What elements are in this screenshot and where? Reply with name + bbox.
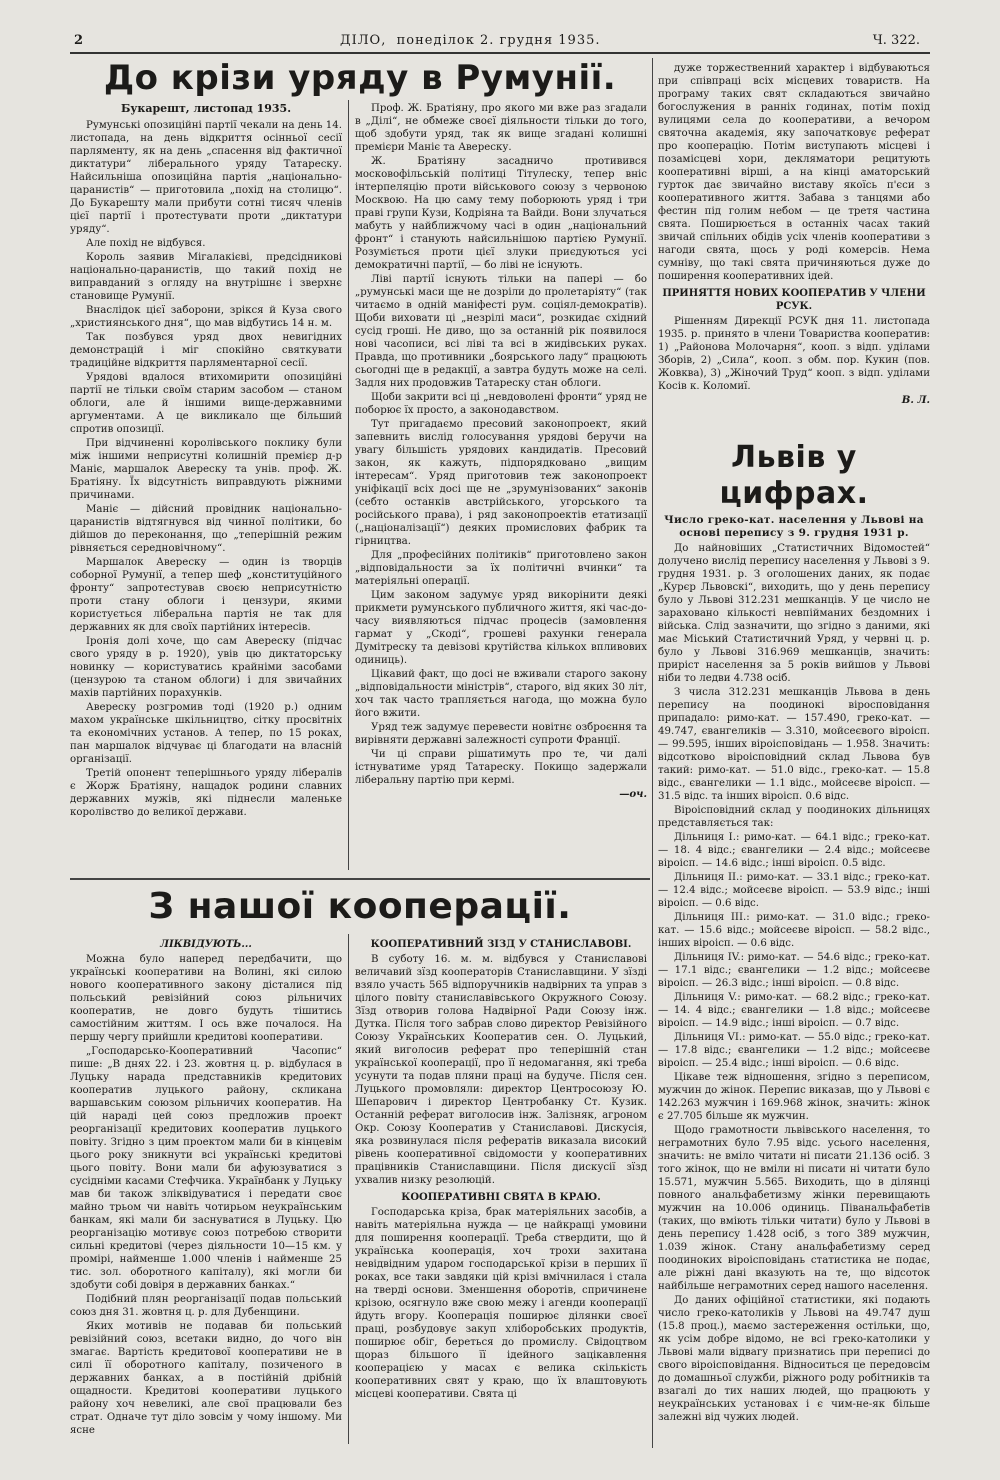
paper-title: ДІЛО, — [340, 33, 387, 48]
article-paragraph: До найновіших „Статистичних Відомостей“ долучено вислід перепису населення у Львові з 9. грудня 1931. р. З оголошених даних, як подає „Курєр Львовскі“, виходить, що у день перепису було у Львові 312.231 мешканців. У це число не зараховано кількості невпійманих бездомних і війська. Слід зазначити, що згідно з даними, які має Міський Статистичний Уряд, у червні ц. р. було у Львові 316.969 мешканців, значить: приріст населення за 5 років вийшов у Львові ніби то ледви 4.738 осіб. — [658, 543, 930, 684]
column-divider — [348, 934, 349, 1444]
lviv-headline: Львів у цифрах. — [719, 440, 869, 511]
article-paragraph: Але похід не відбувся. — [86, 238, 206, 249]
coop-notice-column — [658, 62, 930, 434]
romania-dateline: Букарешт, листопад 1935. — [120, 102, 292, 115]
zizd-title: КООПЕРАТИВНИЙ ЗІЗД У СТАНИСЛАВОВІ. — [370, 939, 632, 950]
article-paragraph: Дільниця IV.: римо-кат. — 54.6 відс.; греко-кат. — 17.1 відс.; євангелики — 1.2 відс.; мойсеєве віроісп. — 26.3 відс.; інші віроісп. — 0.8 відс. — [658, 952, 930, 989]
coop-col-2 — [355, 934, 647, 1444]
article-paragraph: З числа 312.231 мешканців Львова в день перепису на поодинокі віросповідання припадало: римо-кат. — 157.490, греко-кат. — 49.747, євангеликів — 3.310, мойсеєвого віроісп. — 99.595, інших віроісповідань — 1.958. Значить: відсотково віроісповідний склад Львова був такий: римо-кат. — 51.0 відс., греко-кат. — 15.8 відс., євангелики — 1.1 відс., мойсеєве віроісп. — 31.5 відс. та інших віроісп. 0.6 відс. — [658, 687, 930, 802]
masthead-title — [340, 33, 601, 48]
romania-col-1 — [70, 100, 342, 875]
article-paragraph: „Господарсько-Кооперативний Часопис“ пише: „В днях 22. і 23. жовтня ц. р. відбулася в Луцьку нарада представників кредитових кооператив луцького району, скликана варшавським союзом рільничих кооператив. На цій нараді цей союз предложив проект реорганізації кредитових кооператив луцького повіту. Згідно з цим проектом мали би в кінцевім цього року зникнути всі українські кредитові цього повіту. Вони мали би афуюзуватися з сусідніми касами Стефчика. Українбанк у Луцьку мав би також зліквідуватися і передати своє майно трьом чи навіть чотирьом неукраїнським банкам, які мали би заснуватися в Луцьку. Цю реорганізацію мотивує союз потребою створити сильні кредитові (через діяльности 10—15 км. у промірі, найменше 1.000 членів і найменше 25 тис. зол. оборотного капіталу), які могли би здобути собі довіря в державних банках.“ — [70, 1046, 342, 1291]
article-paragraph: Урядові вдалося втихомирити опозиційні партії не тільки своїм старим засобом — станом облоги, але й іншими вище-державними аргументами. А це викликало ще більший спротив опозиції. — [70, 372, 342, 435]
article-paragraph: Щодо грамотности львівського населення, то неграмотних було 7.95 відс. усього населення, значить: не вміло читати ні писати 21.136 осіб. З того жінок, що не вміли ні писати ні читати було 15.571, мужчин 5.565. Виходить, що в ділянці повного анальфабетизму жінки перевищають мужчин на 10.006 одиниць. Піванальфабетів (таких, що вміють тільки читати) було у Львові в день перепису 1.428 осіб, з того 389 мужчин, 1.039 жінок. Стану анальфабетизму серед поодиноких віроісповідань статистика не подає, але ріжні дані вказують на те, що відсоток найбільше неграмотних серед нашого населення. — [658, 1125, 930, 1292]
author-signature: —оч. — [619, 788, 647, 800]
article-paragraph: Можна було наперед передбачити, що українські кооперативи на Волині, які силою нового кооперативного закону дісталися під польський ревізійний союз рільничих кооператив, не довго будуть тішитись самостійним життям. І ось вже почалося. На першу чергу прийшли кредитові кооперативи. — [70, 954, 342, 1043]
column-divider — [348, 100, 349, 870]
article-paragraph: Маніє — дійсний провідник національно-царанистів відтягнувся від чинної політики, бо дійшов до переконання, що „теперішній режим рівняється середновічному“. — [70, 504, 342, 554]
lviv-column — [658, 440, 930, 1445]
article-paragraph: Чи ці справи рішатимуть про те, чи далі істнуватиме уряд Татареску. Покищо задержали ліберальну партію при кермі. — [355, 749, 647, 786]
page-number: 2 — [74, 33, 84, 48]
article-paragraph: Ж. Братіяну засадничо противився московофільській політиці Тітулеску, тепер вніс інтерпеляцію проти військового союзу з червоною Москвою. На цю саму тему поборюють уряд і три праві групи Кузи, Кодріяна та Вайди. Вони злучаться мабуть у найближчому часі в один „національний фронт“ і станують найсильнішою партією Румунії. Розуміється проти цієї злуки приєдуються усі демократичні партії, — бо ліві не існують. — [355, 156, 647, 271]
article-paragraph: Господарська кріза, брак матеріяльних засобів, а навіть матеріяльна нужда — це найкращі умовини для поширення кооперації. Треба ствердити, що й українська кооперація, хоч трохи захитана невідвідним ударом господарської крізи в перших її роках, все таки завдяки цій крізі вмічнилася і стала на тверді основи. Зменшення оборотів, спричинене крізою, осягнуло вже свою межу і агенди кооперації йдуть вгору. Кооперація поширює ділянки своєї праці, розбудовує закуп хліборобських продуктів, поширює обіг, береться до промислу. Свідоцтвом щораз більшого її ідейного зацікавлення кооперацією у масах є велика скількість кооперативних свят у краю, що їх влаштовують місцеві кооперативи. Свята ці — [355, 1207, 647, 1400]
svyata-title: КООПЕРАТИВНІ СВЯТА В КРАЮ. — [401, 1192, 601, 1203]
article-paragraph: дуже торжественний характер і відбуваються при співпраці всіх місцевих товариств. На програму таких свят складаються звичайно богослужения в ранніх годинах, потім похід вулицями села до кооперативи, а вечором святочна академія, яку започатковує реферат про кооперацію. Потім виступають місцеві і позамісцеві хори, декляматори рецитують кооперативні вірші, а на кінці аматорський гурток дає звичайно виставу якоїсь п'єси з кооперативного життя. Забава з танцями або фестин під голим небом — це третя частина свята. Поширюється в останніх часах такий звичай спільних обідів усіх членів кооперативи з нагоди свята, щось у роді комерсів. Нема сумніву, що такі свята причиняються дуже до поширення кооперативних ідей. — [658, 63, 930, 282]
section-divider — [70, 878, 650, 880]
article-paragraph: До даних офіційної статистики, які подають число греко-католиків у Львові на 49.747 душ (15.8 проц.), маємо застереження остільки, що, як усім добре відомо, не всі греко-католики у Львові мали відвагу признатись при переписі до свого віроісповідання. Відноситься це передовсім до домашньої служби, ріжного роду робітників та взагалі до тих наших людей, що працюють у неукраїнських установах і є чим-не-як більше залежні від чужих людей. — [658, 1295, 930, 1423]
article-paragraph: Проф. Ж. Братіяну, про якого ми вже раз згадали в „Ділі“, не обмеже своєї діяльности тільки до того, щоб здобути уряд, так як вище згадані колишні премієри Маніє та Авереску. — [355, 103, 647, 153]
author-signature: В. Л. — [901, 394, 930, 406]
article-paragraph: Дільниця ІІ.: римо-кат. — 33.1 відс.; греко-кат. — 12.4 відс.; мойсеєве віроісп. — 53.9 відс.; інші віроісп. — 0.6 відс. — [658, 872, 930, 909]
article-paragraph: Цим законом задумує уряд викорінити деякі прикмети румунського публичного життя, які час-до-часу виявляються підчас процесів (замовлення гармат у „Скоді“, грошеві рахунки генерала Думітреску та девізові крутійства кількох впливових одиниць). — [355, 590, 647, 666]
accept-title: ПРИНЯТТЯ НОВИХ КООПЕРАТИВ У ЧЛЕНИ РСУК. — [662, 288, 926, 312]
article-paragraph: Яких мотивів не подавав би польський ревізійний союз, всетаки видно, до чого він змагає. Вартість кредитової кооперативи не в силі її оборотного капіталу, позиченого в державних банках, а в постійній дрібній ощадности. Кредитові кооперативи луцького району хоч невеликі, але свої працювали без страт. Одначе тут діло зовсім у чому іншому. Ми ясне — [70, 1321, 342, 1436]
coop-headline: З нашої кооперації. — [148, 886, 572, 927]
coop-headline-box — [70, 884, 650, 932]
article-paragraph: Уряд теж задумує перевести новітнє озброєння та вирівняти державні залежності супроти Франції. — [355, 722, 647, 746]
romania-headline: До крізи уряду в Румунії. — [103, 58, 617, 98]
liquid-title: ЛІКВІДУЮТЬ... — [160, 939, 252, 950]
article-paragraph: Дільниця ІІІ.: римо-кат. — 31.0 відс.; греко-кат. — 15.6 відс.; мойсеєве віроісп. — 58.2 відс., інших віроісп. — 0.6 відс. — [658, 912, 930, 949]
article-paragraph: Щоби закрити всі ці „невдоволені фронти“ уряд не поборює їх просто, а законодавством. — [355, 392, 647, 416]
article-paragraph: Дільниця VI.: римо-кат. — 55.0 відс.; греко-кат. — 17.8 відс.; євангелики — 1.2 відс.; мойсеєве віроісп. — 25.4 відс.; інші віроісп. — 0.6 відс. — [658, 1032, 930, 1069]
article-paragraph: Маршалок Авереску — один із творців соборної Румунії, а тепер шеф „конституційного фронту“ запротестував своєю неприсутністю проти стану облоги і цензури, якими користується ліберальна партія не так для державних як для своїх партійних інтересів. — [70, 557, 342, 633]
article-paragraph: При відчиненні королівського поклику були між іншими неприсутні колишній премієр д-р Маніє, маршалок Авереску та унів. проф. Ж. Братіяну. Їх відсутність виправдують ріжними причинами. — [70, 438, 342, 501]
article-paragraph: Король заявив Мігалакієві, предсідникові національно-царанистів, що такий похід не виправданий з огляду на внутрішнє і зверхнє становище Румунії. — [70, 252, 342, 302]
romania-col-2 — [355, 102, 647, 872]
article-paragraph: Цікавий факт, що досі не вживали старого закону „відповідальности міністрів“, старого, від яких 30 літ, хоч так часто трапляється нагода, що можна було його вжити. — [355, 669, 647, 719]
article-paragraph: Тут пригадаємо пресовий законопроект, який запевнить вислід голосування урядові беручи на увагу більшість урядових кандидатів. Пресовий закон, як кажуть, підпорядковано „вищим інтересам“. Уряд приготовив теж законопроект уніфікації всіх досі ще не „зрумунізованих“ законів (себто останків австрійського, угорського та російського права), і ряд законопроектів етатизації („націоналізації“) деяких промислових фабрик та гірництва. — [355, 419, 647, 547]
article-paragraph: Для „професійних політиків“ приготовлено закон „відповідальности за їх політичні вчинки“ та матеріяльні операції. — [355, 550, 647, 587]
article-paragraph: Подібний плян реорганізації подав польський союз дня 31. жовтня ц. р. для Дубенщини. — [70, 1294, 342, 1318]
article-paragraph: Авереску розгромив тоді (1920 р.) одним махом українське шкільництво, сітку просвітніх та економічних установ. А тепер, по 15 роках, пан маршалок відчуває ці благодати на власній організації. — [70, 702, 342, 765]
article-paragraph: Рішенням Дирекції РСУК дня 11. листопада 1935. р. принято в члени Товариства кооператив: 1) „Районова Молочарня“, кооп. з відп. уділами Зборів, 2) „Сила“, кооп. з обм. пор. Кукин (пов. Жовква), 3) „Жіночий Труд“ кооп. з відп. уділами Косів к. Коломиї. — [658, 316, 930, 392]
article-paragraph: Дільниця V.: римо-кат. — 68.2 відс.; греко-кат. — 14. 4 відс.; євангелики — 1.8 відс.; мойсеєве віроісп. — 14.9 відс.; інші віроісп. — 0.7 відс. — [658, 992, 930, 1029]
lviv-subhead: Число греко-кат. населення у Львові на основі перепису з 9. грудня 1931 р. — [664, 514, 924, 539]
article-paragraph: Внаслідок цієї заборони, зрікся й Куза свого „християнського дня“, що мав відбутись 14 н. м. — [70, 305, 342, 329]
article-paragraph: Так позбувся уряд двох невигідних демонстрацій і міг спокійно святкувати традиційне відкриття парляментарної сесії. — [70, 332, 342, 369]
romania-headline-box — [70, 58, 650, 98]
article-paragraph: Ліві партії існують тільки на папері — бо „румунські маси ще не дозріли до пролетаріяту“ (так читаємо в одній маніфесті рум. соціял-демократів). Щоби виховати ці „незрілі маси“, розкидає східний сусід гроші. Не диво, що за останній рік появилося нові часописи, всі ліві та всі в жидівських руках. Правда, що противники „боярського ладу“ працюють сьогодні ще в редакції, а завтра будуть може на селі. Задля них продовжив Татареску стан облоги. — [355, 274, 647, 389]
article-paragraph: Дільниця І.: римо-кат. — 64.1 відс.; греко-кат. — 18. 4 відс.; євангелики — 2.4 відс.; мойсеєве віроісп. — 14.6 відс.; інші віроісп. 0.5 відс. — [658, 832, 930, 869]
article-paragraph: Віроісповідний склад у поодиноких дільницях представляється так: — [658, 805, 930, 829]
issue-number: Ч. 322. — [872, 33, 920, 48]
issue-date: понеділок 2. грудня 1935. — [396, 33, 601, 48]
article-paragraph: Іронія долі хоче, що сам Авереску (підчас свого уряду в р. 1920), увів цю диктаторську новинку — користуватись крайніми засобами (цензурою та станом облоги) і для звичайних махів партійних порахунків. — [70, 636, 342, 699]
masthead-rule — [70, 52, 930, 54]
article-paragraph: Цікаве теж відношення, згідно з переписом, мужчин до жінок. Перепис виказав, що у Львові є 142.263 мужчин і 169.968 жінок, значить: жінок є 27.705 більше як мужчин. — [658, 1072, 930, 1122]
column-divider — [652, 58, 653, 1448]
article-paragraph: Румунські опозиційні партії чекали на день 14. листопада, на день відкриття осінньої сесії парляменту, як на день „спасення від фактичної диктатури“ ліберального уряду Татареску. Найсильніша опозиційна партія „національно-царанистів“ — приготовила „похід на столицю“. До Букарешту мали прибути сотні тисяч членів цієї партії і протестувати проти „диктатури уряду“. — [70, 120, 342, 235]
coop-col-1 — [70, 934, 342, 1444]
article-paragraph: В суботу 16. м. м. відбувся у Станиславові величавий зїзд кооператорів Станиславщини. У зїзді взяло участь 565 відпоручників надвірних та управ з цілого повіту станиславівського Окружного Союзу. Зїзд отворив голова Надвірної Ради Союзу інж. Дутка. Після того забрав слово директор Ревізійного Союзу Українських Кооператив сен. О. Луцький, який виголосив реферат про теперішній стан української кооперації, про її недомагання, які треба усунути та подав пляни праці на будуче. Після сен. Луцького промовляли: директор Центросоюзу Ю. Шепарович і директор Центробанку Ст. Кузик. Останній реферат виголосив інж. Залізняк, агроном Окр. Союзу Кооператив у Станиславові. Дискусія, яка розвинулася після рефератів виказала високий рівень кооперативної свідомости у кооперативних працівників Станиславщини. Після дискусії зїзд ухвалив низку резолюцій. — [355, 954, 647, 1186]
article-paragraph: Третій опонент теперішнього уряду лібералів є Жорж Братіяну, нащадок родини славних державних мужів, які піднесли маленьке королівство до великої держави. — [70, 768, 342, 818]
